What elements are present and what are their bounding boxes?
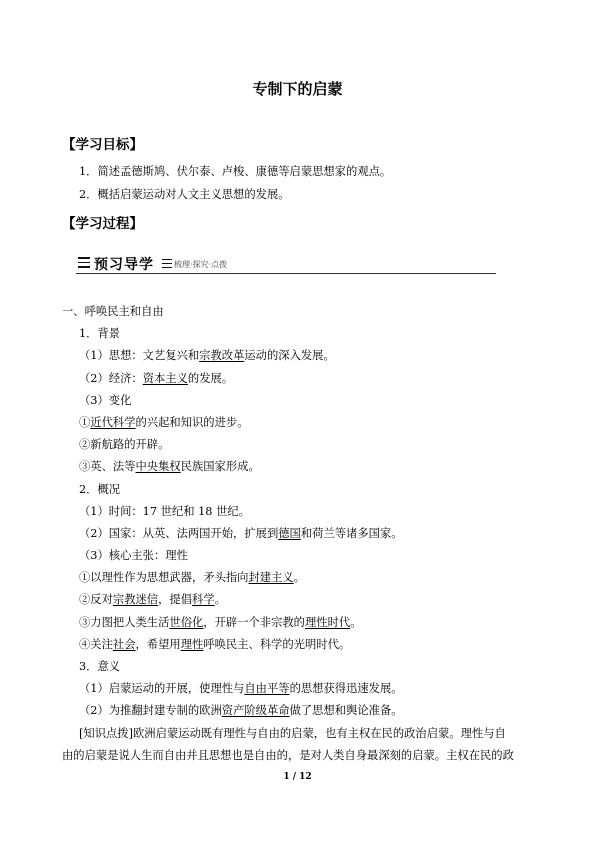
process-heading: 【学习过程】 [62, 216, 143, 232]
preview-banner [76, 253, 496, 274]
principle-item-1: ①以理性作为思想武器，矛头指向封建主义。 [79, 571, 305, 584]
background-item-2: （2）经济：资本主义的发展。 [79, 372, 234, 385]
banner-lines-icon [78, 257, 90, 269]
background-item-1: （1）思想：文艺复兴和宗教改革运动的深入发展。 [79, 349, 335, 362]
overview-item-2: （2）国家：从英、法两国开始，扩展到德国和荷兰等诸多国家。 [79, 527, 403, 540]
objective-item-2: 2．概括启蒙运动对人文主义思想的发展。 [79, 188, 290, 201]
principle-item-3: ③力图把人类生活世俗化，开辟一个非宗教的理性时代。 [79, 616, 362, 629]
objectives-heading: 【学习目标】 [62, 137, 143, 153]
knowledge-tip-line-2: 由的启蒙是说人生而自由并且思想也是自由的，是对人类自身最深刻的启蒙。主权在民的政 [62, 749, 514, 762]
objective-item-1: 1．简述孟德斯鸠、伏尔泰、卢梭、康德等启蒙思想家的观点。 [79, 165, 392, 178]
principle-item-2: ②反对宗教迷信，提倡科学。 [79, 593, 226, 606]
knowledge-tip-line-1: [知识点拨]欧洲启蒙运动既有理性与自由的启蒙，也有主权在民的政治启蒙。理性与自 [79, 727, 506, 740]
overview-item-3: （3）核心主张：理性 [79, 549, 188, 562]
banner-title: 预习导学 [94, 257, 154, 273]
change-item-1: ①近代科学的兴起和知识的进步。 [79, 416, 249, 429]
section-1-heading: 一、呼唤民主和自由 [62, 305, 164, 318]
significance-heading: 3．意义 [79, 660, 121, 673]
change-item-3: ③英、法等中央集权民族国家形成。 [79, 460, 260, 473]
change-item-2: ②新航路的开辟。 [79, 438, 170, 451]
page-number: 1 / 12 [283, 772, 312, 782]
background-heading: 1．背景 [79, 327, 121, 340]
banner-subtitle: 梳理·探究·点拨 [174, 260, 228, 269]
overview-heading: 2．概况 [79, 483, 121, 496]
overview-item-1: （1）时间：17 世纪和 18 世纪。 [79, 505, 250, 518]
principle-item-4: ④关注社会，希望用理性呼唤民主、科学的光明时代。 [79, 638, 351, 651]
significance-item-2: （2）为推翻封建专制的欧洲资产阶级革命做了思想和舆论准备。 [79, 704, 403, 717]
banner-mark-icon [162, 259, 172, 269]
significance-item-1: （1）启蒙运动的开展，使理性与自由平等的思想获得迅速发展。 [79, 682, 403, 695]
background-item-3: （3）变化 [79, 394, 132, 407]
page-title: 专制下的启蒙 [252, 80, 343, 98]
